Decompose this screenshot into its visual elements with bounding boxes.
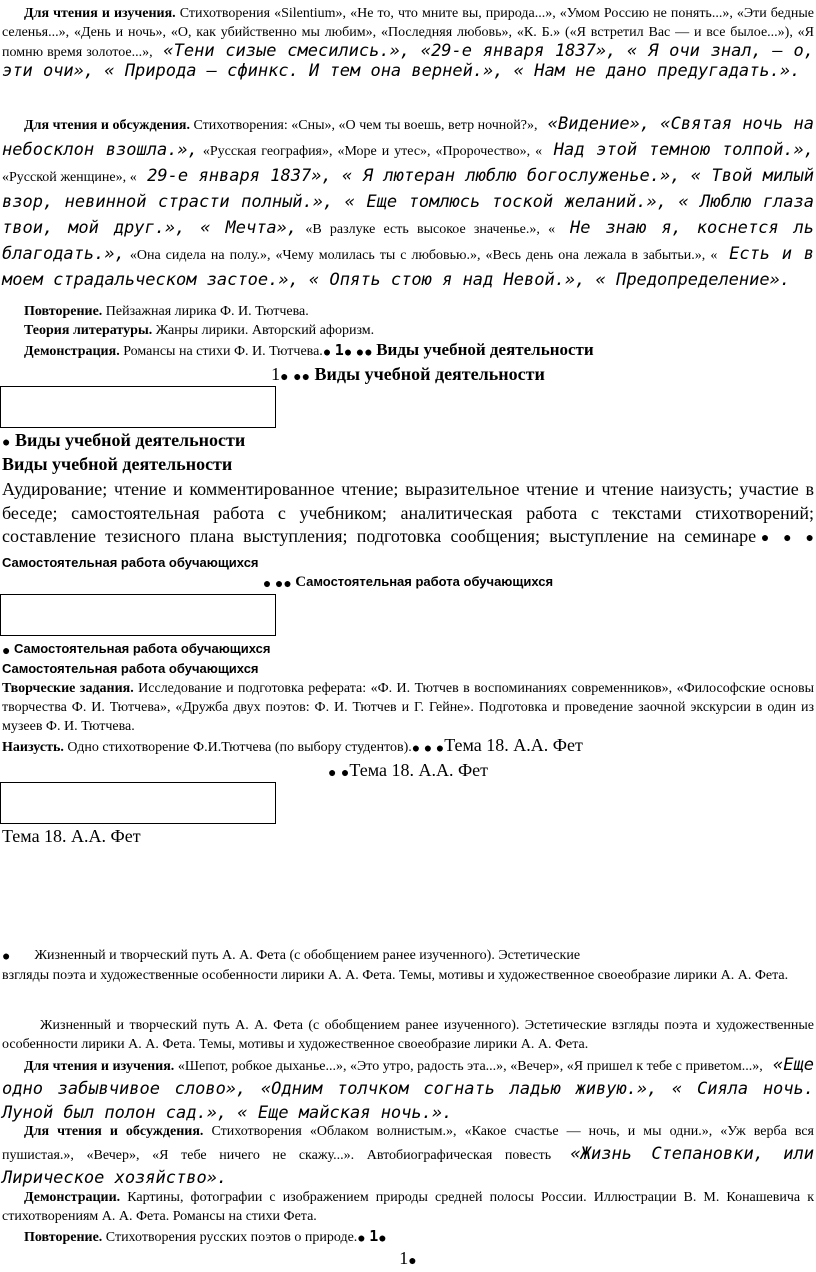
reading-study-paragraph xyxy=(2,4,814,82)
fet-reading-discussion-text: Стихотворения «Облаком волнистым.», «Какое счастье — ночь, и мы одни.», «Уж верба вся пушистая.», «Вечер», «Я тебе ничего не скажу...». Автобиографическая повесть xyxy=(2,1124,814,1163)
fet-demonstrations-paragraph xyxy=(2,1188,814,1226)
list-number: 1 xyxy=(271,364,281,384)
bullet-icon: ●● xyxy=(274,574,292,591)
by-heart-line xyxy=(2,736,814,757)
bullet-icon: ● xyxy=(340,763,350,780)
self-work-heading-bullet xyxy=(2,640,814,659)
theory-line xyxy=(24,321,816,340)
list-number: 1 xyxy=(399,1248,409,1268)
poems-italic-3: 29-е января 1837», « Я лютеран люблю богослуженье.», « Твой милый взор, невинной страсти полный.», « Еще томлюсь тоской желаний.», « Люблю глаза твои, мой друг.», « Мечта», xyxy=(2,166,814,238)
fet-life-paragraph xyxy=(2,1016,814,1054)
poems-text-2: «Русская география», «Море и утес», «Пророчество», « xyxy=(197,144,543,159)
self-work-first-letter: С xyxy=(295,574,307,590)
self-work-heading-plain xyxy=(2,660,814,679)
bullet-icon: ● xyxy=(327,763,337,780)
bullet-icon: ● xyxy=(423,739,433,756)
fet-reading-study-italic: «Еще одно забывчивое слово», «Одним толчком согнать ладью живую.», « Сияла ночь. Луной был полон сад.», « Еще майская ночь.». xyxy=(2,1055,814,1123)
activities-heading-bullet xyxy=(2,429,814,453)
self-work-heading-text: Самостоятельная работа обучающихся xyxy=(2,661,259,676)
fet-reading-discussion-italic: «Жизнь Степановки, или Лирическое хозяйство». xyxy=(2,1144,814,1188)
fet-demonstrations-label: Демонстрации. xyxy=(24,1190,121,1205)
bullet-icon: ● xyxy=(805,529,814,546)
bullet-icon: ● xyxy=(2,433,11,450)
demonstration-text: Романсы на стихи Ф. И. Тютчева. xyxy=(119,344,323,359)
reading-discussion-label: Для чтения и обсуждения. xyxy=(24,118,190,133)
self-work-heading-inline: Самостоятельная работа обучающихся xyxy=(2,554,259,570)
reading-study-italic: «Тени сизые смесились.», «29-е января 1837», « Я очи знал, — о, эти очи», « Природа — сфинкс. И тем она верней.», « Нам не дано предугадать.». xyxy=(2,41,815,81)
bullet-icon: ● xyxy=(357,1229,366,1246)
page-footer-number xyxy=(2,1248,814,1269)
empty-frame xyxy=(0,782,276,824)
empty-frame xyxy=(0,594,276,636)
list-number: 1 xyxy=(369,1227,379,1245)
fet-repetition-line xyxy=(24,1227,816,1247)
activities-text: Аудирование; чтение и комментированное чтение; выразительное чтение и чтение наизусть; участие в беседе; самостоятельная работа с учебником; аналитическая работа с текстами стихотворений; составление тезисного плана выступления; подготовка сообщения; выступление на семинаре xyxy=(2,479,814,546)
fet-life-bullet-line xyxy=(2,946,814,965)
creative-tasks-label: Творческие задания. xyxy=(2,681,134,696)
bullet-icon: ● xyxy=(411,739,421,756)
self-work-heading-centered xyxy=(2,574,814,591)
bullet-icon: ● xyxy=(343,343,353,360)
fet-reading-study-paragraph xyxy=(2,1054,814,1126)
bullet-icon: ● xyxy=(280,367,289,384)
fet-life-text: Жизненный и творческий путь А. А. Фета (с обобщением ранее изученного). Эстетические взгляды поэта и художественные особенности лирики А. А. Фета. Темы, мотивы и художественное своеобразие лирики А. А. Фета. xyxy=(2,1018,814,1052)
creative-tasks-text: Исследование и подготовка реферата: «Ф. И. Тютчев в воспоминаниях современников», «Философские основы творчества Ф. И. Тютчева», «Дружба двух поэтов: Ф. И. Тютчев и Г. Гейне». Подготовка и проведение заочной экскурсии в один из музеев Ф. И. Тютчева. xyxy=(2,681,814,734)
topic-18-heading-text: Тема 18. А.А. Фет xyxy=(2,826,141,846)
bullet-icon: ● xyxy=(322,343,332,360)
poems-text-4: «В разлуке есть высокое значенье.», « xyxy=(297,222,556,237)
activities-heading-centered xyxy=(2,364,814,385)
bullet-icon: ● xyxy=(783,529,797,546)
poems-italic-4: Не знаю я, коснется ль благодать.», xyxy=(2,218,815,264)
repetition-line xyxy=(24,302,816,321)
bullet-icon: ● xyxy=(2,947,11,964)
reading-discussion-paragraph xyxy=(2,112,814,294)
self-work-heading-rest: амостоятельная работа обучающихся xyxy=(306,574,554,589)
poems-italic-1: «Видение», «Святая ночь на небосклон взошла.», xyxy=(2,114,815,160)
reading-study-label: Для чтения и изучения. xyxy=(24,6,176,21)
activities-heading-plain xyxy=(2,453,814,476)
fet-reading-study-label: Для чтения и изучения. xyxy=(24,1059,175,1074)
bullet-icon: ● xyxy=(262,574,272,591)
creative-tasks-paragraph xyxy=(2,679,814,736)
theory-text: Жанры лирики. Авторский афоризм. xyxy=(152,323,375,338)
bullet-icon: ● xyxy=(378,1229,387,1246)
activities-heading-text: Виды учебной деятельности xyxy=(314,364,545,384)
bullet-icon: ● xyxy=(408,1251,417,1268)
poems-italic-2: Над этой темною толпой.», xyxy=(542,140,815,160)
by-heart-label: Наизусть. xyxy=(2,740,64,755)
demonstration-label: Демонстрация. xyxy=(24,344,120,359)
bullet-icon: ● xyxy=(2,641,11,658)
theory-label: Теория литературы. xyxy=(24,323,153,338)
repetition-label: Повторение. xyxy=(24,304,103,319)
fet-life-rest: взгляды поэта и художественные особенности лирики А. А. Фета. Темы, мотивы и художественное своеобразие лирики А. А. Фета. xyxy=(2,968,789,983)
bullet-icon: ● xyxy=(756,529,774,546)
poems-text-3: «Русской женщине», « xyxy=(2,170,137,185)
fet-life-line1: Жизненный и творческий путь А. А. Фета (с обобщением ранее изученного). Эстетические xyxy=(34,948,581,963)
list-number: 1 xyxy=(334,341,344,359)
activities-heading-text: Виды учебной деятельности xyxy=(14,430,246,450)
poems-text-5: «Она сидела на полу.», «Чему молилась ты с любовью.», «Весь день она лежала в забытьи.», « xyxy=(124,248,718,263)
fet-reading-discussion-label: Для чтения и обсуждения. xyxy=(24,1124,204,1139)
fet-reading-discussion-paragraph xyxy=(2,1121,814,1191)
topic-18-heading-centered xyxy=(2,760,814,781)
poems-text-1: Стихотворения: «Сны», «О чем ты воешь, ветр ночной?», xyxy=(189,118,538,133)
reading-study-text: Стихотворения «Silentium», «Не то, что мните вы, природа...», «Умом Россию не понять...», «Эти бедные селенья...», «День и ночь», «О, как убийственно мы любим», «Последняя любовь», «К. Б.» («Я встретил Вас — и все былое...»), «Я помню время золотое...», xyxy=(2,6,814,60)
activities-heading-text: Виды учебной деятельности xyxy=(2,454,233,474)
activities-heading-inline: Виды учебной деятельности xyxy=(376,340,594,359)
activities-paragraph xyxy=(2,478,814,574)
fet-repetition-text: Стихотворения русских поэтов о природе. xyxy=(102,1230,358,1245)
topic-18-heading-plain xyxy=(2,826,814,847)
topic-18-heading-inline: Тема 18. А.А. Фет xyxy=(444,735,583,755)
bullet-icon: ● xyxy=(435,739,445,756)
repetition-text: Пейзажная лирика Ф. И. Тютчева. xyxy=(102,304,309,319)
by-heart-text: Одно стихотворение Ф.И.Тютчева (по выбору студентов). xyxy=(63,740,412,755)
bullet-icon: ●● xyxy=(355,343,373,360)
self-work-heading-text: Самостоятельная работа обучающихся xyxy=(13,641,271,656)
bullet-icon: ●● xyxy=(293,367,311,384)
topic-18-heading-text: Тема 18. А.А. Фет xyxy=(349,760,489,780)
poems-italic-5: Есть и в моем страдальческом застое.», « Опять стою я над Невой.», « Предопределение». xyxy=(2,244,814,290)
fet-life-continuation xyxy=(2,966,814,985)
fet-demonstrations-text: Картины, фотографии с изображением природы средней полосы России. Иллюстрации В. М. Конашевича к стихотворениям А. А. Фета. Романсы на стихи Фета. xyxy=(2,1190,814,1224)
fet-repetition-label: Повторение. xyxy=(24,1230,103,1245)
fet-reading-study-text: «Шепот, робкое дыханье...», «Это утро, радость эта...», «Вечер», «Я пришел к тебе с приветом...», xyxy=(174,1059,763,1074)
empty-frame xyxy=(0,386,276,428)
demonstration-line xyxy=(24,340,816,361)
